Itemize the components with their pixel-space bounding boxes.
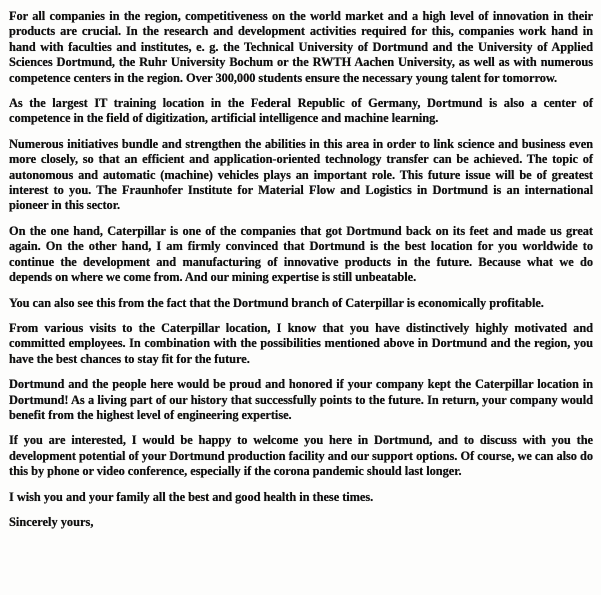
paragraph-good-wishes: I wish you and your family all the best and good health in these times. [9, 489, 374, 504]
paragraph-employees: From various visits to the Caterpillar location, I know that you have distinctively highly motivated and committed employees. In combination with the possibilities mentioned above in Dortmund and the region, you have the best chances to stay fit for the future. [9, 320, 593, 366]
paragraph-profitable: You can also see this from the fact that the Dortmund branch of Caterpillar is economically profitable. [9, 295, 544, 310]
paragraph-initiatives: Numerous initiatives bundle and strengthen the abilities in this area in order to link science and business even more closely, so that an efficient and application-oriented technology transfer can be achieved. The topic of autonomous and automatic (machine) vehicles plays an important role. This future issue will be of greatest interest to you. The Fraunhofer Institute for Material Flow and Logistics in Dortmund is an international pioneer in this sector. [9, 136, 593, 213]
paragraph-competitiveness: For all companies in the region, competitiveness on the world market and a high level of innovation in their products are crucial. In the research and development activities required for this, companies work hand in hand with faculties and institutes, e. g. the Technical University of Dortmund and the University of Applied Sciences Dortmund, the Ruhr University Bochum or the RWTH Aachen University, as well as with numerous competence centers in the region. Over 300,000 students ensure the necessary young talent for tomorrow. [9, 9, 593, 85]
paragraph-proud: Dortmund and the people here would be proud and honored if your company kept the Caterpillar location in Dortmund! As a living part of our history that successfully points to the future. In return, your company would benefit from the highest level of engineering expertise. [9, 377, 593, 422]
paragraph-caterpillar-history: On the one hand, Caterpillar is one of the companies that got Dortmund back on its feet and made us great again. On the other hand, I am firmly convinced that Dortmund is the best location for you worldwide to continue the development and manufacturing of innovative products in the future. Because what we do depends on where we come from. And our mining expertise is still unbeatable. [9, 223, 593, 285]
closing-salutation: Sincerely yours, [9, 514, 94, 529]
paragraph-it-training: As the largest IT training location in the Federal Republic of Germany, Dortmund is also a center of competence in the field of digitization, artificial intelligence and machine learning. [9, 96, 593, 126]
paragraph-invitation: If you are interested, I would be happy to welcome you here in Dortmund, and to discuss with you the development potential of your Dortmund production facility and our support options. Of course, we can also do this by phone or video conference, especially if the corona pandemic should last longer. [9, 433, 593, 479]
